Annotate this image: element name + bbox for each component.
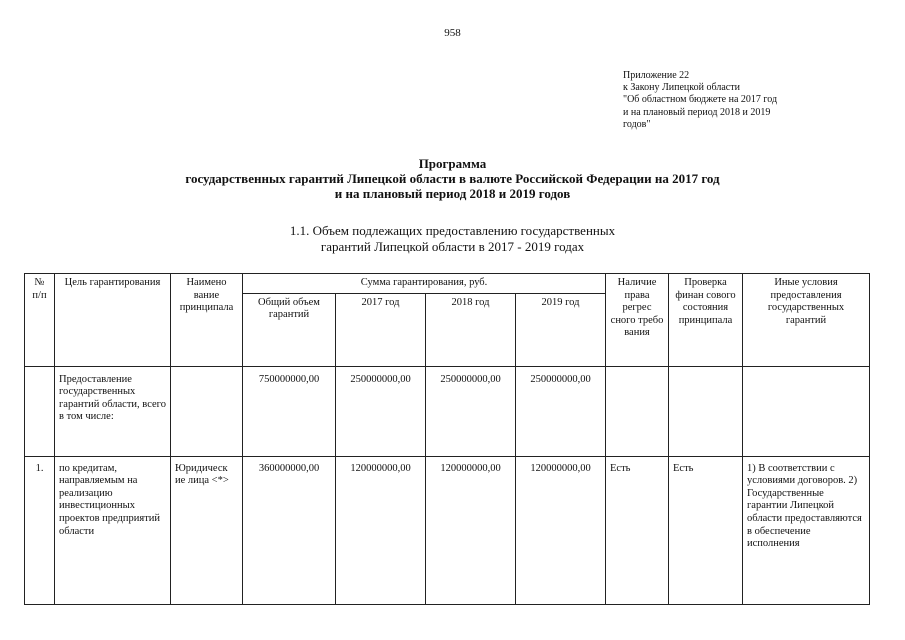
section-title-line: 1.1. Объем подлежащих предоставлению государственных xyxy=(289,223,616,238)
title-line: государственных гарантий Липецкой области в валюте Российской Федерации на 2017 год xyxy=(185,171,720,186)
cell-principal: Юридическ ие лица <*> xyxy=(171,456,243,604)
section-title-line: гарантий Липецкой области в 2017 - 2019 годах xyxy=(320,239,585,254)
guarantees-table xyxy=(24,273,870,605)
document-title xyxy=(0,156,905,201)
cell-financial-check xyxy=(669,366,743,456)
cell-other-conditions: 1) В соответствии с условиями договоров. 2) Государственные гарантии Липецкой области предоставляются в обеспечение исполнения xyxy=(743,456,870,604)
table-header-row xyxy=(25,274,870,294)
header-financial-check: Проверка финан сового состояния принципала xyxy=(669,274,743,367)
cell-regress: Есть xyxy=(606,456,669,604)
header-other-conditions: Иные условия предоставления государственных гарантий xyxy=(743,274,870,367)
appendix-line: годов" xyxy=(623,118,651,130)
cell-regress xyxy=(606,366,669,456)
header-num: № п/п xyxy=(25,274,55,367)
section-title xyxy=(0,223,905,255)
cell-2017: 120000000,00 xyxy=(336,456,426,604)
appendix-note xyxy=(623,70,823,131)
header-total: Общий объем гарантий xyxy=(243,293,336,366)
table-row xyxy=(25,366,870,456)
appendix-line: "Об областном бюджете на 2017 год xyxy=(623,94,778,106)
header-principal: Наимено вание принципала xyxy=(171,274,243,367)
header-sum-group: Сумма гарантирования, руб. xyxy=(243,274,606,294)
header-2018: 2018 год xyxy=(426,293,516,366)
header-2019: 2019 год xyxy=(516,293,606,366)
appendix-line: Приложение 22 xyxy=(623,70,690,81)
cell-total: 360000000,00 xyxy=(243,456,336,604)
page-number: 958 xyxy=(444,27,461,39)
cell-2019: 250000000,00 xyxy=(516,366,606,456)
cell-principal xyxy=(171,366,243,456)
appendix-line: и на плановый период 2018 и 2019 xyxy=(623,106,771,118)
title-line: и на плановый период 2018 и 2019 годов xyxy=(334,186,571,201)
cell-purpose: по кредитам, направляемым на реализацию инвестиционных проектов предприятий области xyxy=(55,456,171,604)
cell-num: 1. xyxy=(25,456,55,604)
cell-total: 750000000,00 xyxy=(243,366,336,456)
cell-2018: 120000000,00 xyxy=(426,456,516,604)
title-line: Программа xyxy=(418,156,487,171)
cell-2017: 250000000,00 xyxy=(336,366,426,456)
cell-purpose: Предоставление государственных гарантий области, всего в том числе: xyxy=(55,366,171,456)
cell-financial-check: Есть xyxy=(669,456,743,604)
cell-num xyxy=(25,366,55,456)
cell-2019: 120000000,00 xyxy=(516,456,606,604)
header-purpose: Цель гарантирования xyxy=(55,274,171,367)
header-2017: 2017 год xyxy=(336,293,426,366)
header-regress: Наличие права регрес сного требо вания xyxy=(606,274,669,367)
table-row xyxy=(25,456,870,604)
cell-2018: 250000000,00 xyxy=(426,366,516,456)
cell-other-conditions xyxy=(743,366,870,456)
appendix-line: к Закону Липецкой области xyxy=(623,82,740,94)
